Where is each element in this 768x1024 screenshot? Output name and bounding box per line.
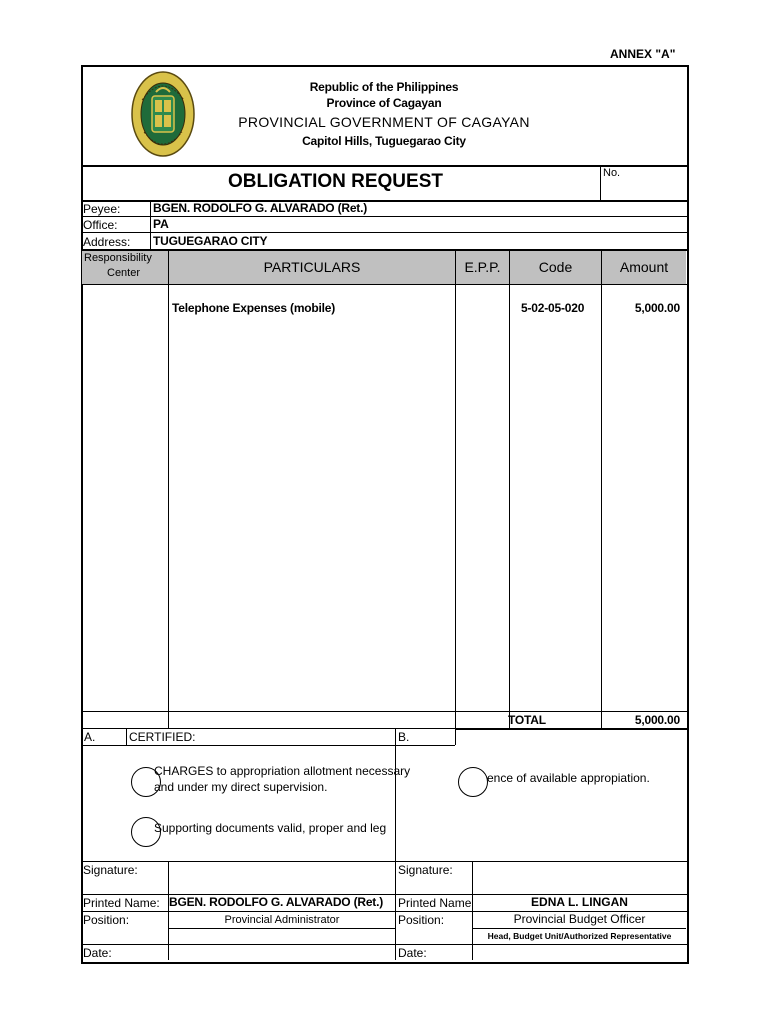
sign-b-printed-label: Printed Name <box>398 897 471 909</box>
column-header-code: Code <box>538 259 573 275</box>
sign-a-printed-value[interactable]: BGEN. RODOLFO G. ALVARADO (Ret.) <box>169 895 384 909</box>
sign-a-printed-label: Printed Name: <box>83 896 160 910</box>
column-header-epp: E.P.P. <box>464 259 501 275</box>
column-header-resp-2: Center <box>107 267 141 279</box>
item-code: 5-02-05-020 <box>521 301 585 315</box>
sign-a-signature-field[interactable] <box>170 863 394 893</box>
office-label: Office: <box>83 218 118 232</box>
address-label: Address: <box>83 235 131 249</box>
header-address: Capitol Hills, Tuguegarao City <box>302 134 466 148</box>
office-value[interactable]: PA <box>153 217 169 231</box>
total-value: 5,000.00 <box>634 713 680 727</box>
sign-b-position-label: Position: <box>398 913 445 927</box>
sign-b-signature-label: Signature: <box>398 863 453 877</box>
header-government: PROVINCIAL GOVERNMENT OF CAGAYAN <box>238 114 530 130</box>
header-republic: Republic of the Philippines <box>309 80 459 94</box>
annex-label: ANNEX "A" <box>610 47 676 61</box>
sign-a-date-field[interactable] <box>170 946 394 959</box>
sign-b-position-sub: Head, Budget Unit/Authorized Representative <box>487 931 672 941</box>
sign-a-date-label: Date: <box>83 946 112 960</box>
no-label: No. <box>603 167 621 179</box>
sign-b-printed-value[interactable]: EDNA L. LINGAN <box>531 895 628 909</box>
sign-b-position-value[interactable]: Provincial Budget Officer <box>513 912 646 926</box>
sign-b-date-field[interactable] <box>474 946 685 959</box>
address-value[interactable]: TUGUEGARAO CITY <box>153 234 268 248</box>
payee-label: Peyee: <box>83 202 121 216</box>
section-a-certified: CERTIFIED: <box>129 730 196 744</box>
column-header-particulars: PARTICULARS <box>263 259 361 275</box>
supporting-docs-text: Supporting documents valid, proper and leg <box>154 821 387 835</box>
page-title: OBLIGATION REQUEST <box>228 171 443 192</box>
sign-b-date-label: Date: <box>398 946 427 960</box>
column-header-resp-1: Responsibility <box>84 252 152 264</box>
charges-text-2: and under my direct supervision. <box>154 780 328 794</box>
sign-a-position-value[interactable]: Provincial Administrator <box>224 914 340 926</box>
payee-value[interactable]: BGEN. RODOLFO G. ALVARADO (Ret.) <box>153 201 368 215</box>
sign-a-position-label: Position: <box>83 913 130 927</box>
charges-text-1: CHARGES to appropriation allotment necessary <box>154 764 411 778</box>
header-province: Province of Cagayan <box>326 96 442 110</box>
sign-a-signature-label: Signature: <box>83 863 138 877</box>
section-b-label: B. <box>398 730 410 744</box>
sign-b-signature-field[interactable] <box>474 863 685 893</box>
total-label: TOTAL <box>508 713 546 727</box>
existence-text: ence of available appropiation. <box>487 771 650 785</box>
item-particulars: Telephone Expenses (mobile) <box>172 301 336 315</box>
no-field[interactable] <box>620 168 680 196</box>
item-amount: 5,000.00 <box>634 301 680 315</box>
column-header-amount: Amount <box>619 259 669 275</box>
section-a-label: A. <box>84 730 96 744</box>
existence-checkbox[interactable] <box>458 767 488 797</box>
